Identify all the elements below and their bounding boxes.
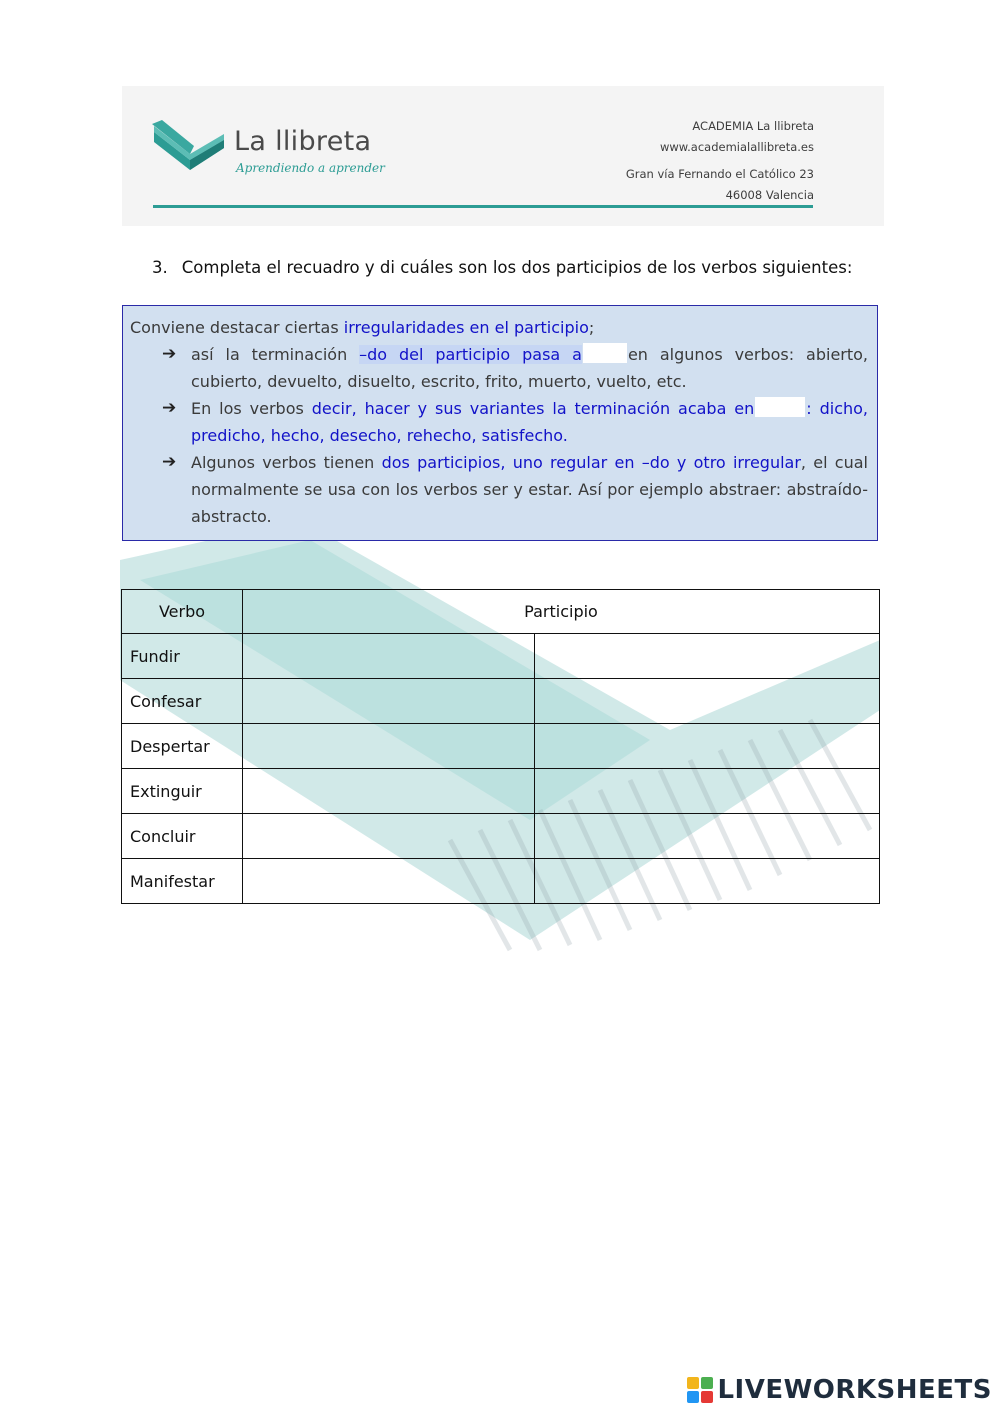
note-bullet-2-examples: : dicho, predicho, hecho, desecho, rehecho, satisfecho. [191,399,869,445]
brand-tagline: Aprendiendo a aprender [236,161,385,175]
grammar-note-box [122,305,878,541]
verb-cell: Extinguir [122,769,243,814]
header-banner [122,86,884,226]
participle-answer-2[interactable] [535,634,880,679]
verb-cell: Manifestar [122,859,243,904]
liveworksheets-logo-icon [687,1377,713,1403]
verb-cell: Concluir [122,814,243,859]
arrow-right-icon: ➔ [162,452,177,472]
participle-answer-1[interactable] [243,769,535,814]
footer-brand-text: LIVEWORKSHEETS [717,1375,992,1405]
note-bullet-3: ➔ Algunos verbos tienen dos participios, uno regular en –do y otro irregular, el cual normalmente se usa con los verbos ser y estar. Así por ejemplo abstraer: abstraído-abstracto. [130,449,868,530]
participle-answer-2[interactable] [535,679,880,724]
note-bullet-1: ➔ así la terminación –do del participio pasa a en algunos verbos: abierto, cubierto, devuelto, disuelto, escrito, frito, muerto, vuelto, etc. [130,341,868,395]
contact-website[interactable]: www.academialallibreta.es [659,140,814,154]
exercise-number: 3. [152,258,168,277]
note-bullet-3-emphasis: dos participios, uno regular en –do y otro irregular [381,453,801,472]
header-divider [153,205,813,208]
participle-answer-2[interactable] [535,814,880,859]
answer-blank-2[interactable] [755,397,805,417]
note-bullet-2-emphasis: decir, hacer y sus variantes la terminación acaba en [311,399,755,418]
contact-academy: ACADEMIA La llibreta [692,119,814,133]
participle-answer-1[interactable] [243,859,535,904]
participle-answer-1[interactable] [243,814,535,859]
table-row [122,769,880,814]
note-bullets [130,341,868,530]
table-row [122,634,880,679]
exercise-instruction: Completa el recuadro y di cuáles son los dos participios de los verbos siguientes: [181,258,853,277]
brand-name: La llibreta [234,126,372,157]
verb-cell: Confesar [122,679,243,724]
book-logo-icon [150,120,228,176]
verb-cell: Fundir [122,634,243,679]
exercise-prompt [152,258,852,277]
table-row [122,814,880,859]
participle-answer-1[interactable] [243,679,535,724]
footer-brand[interactable] [687,1375,992,1405]
note-intro: Conviene destacar ciertas irregularidades en el participio; [130,318,595,337]
table-header-row [122,590,880,634]
participle-answer-2[interactable] [535,724,880,769]
contact-block [626,116,814,206]
participle-table [121,589,880,904]
participle-answer-2[interactable] [535,859,880,904]
table-row [122,859,880,904]
arrow-right-icon: ➔ [162,344,177,364]
note-intro-emphasis: irregularidades en el participio [343,318,589,337]
participle-answer-2[interactable] [535,769,880,814]
note-bullet-1-emphasis: –do del participio pasa a [359,345,582,364]
table-row [122,679,880,724]
contact-city: 46008 Valencia [725,188,814,202]
header-verb: Verbo [122,590,243,634]
table-row [122,724,880,769]
header-participle: Participio [243,590,880,634]
note-bullet-2: ➔ En los verbos decir, hacer y sus variantes la terminación acaba en : dicho, predicho, hecho, desecho, rehecho, satisfecho. [130,395,868,449]
contact-street: Gran vía Fernando el Católico 23 [625,167,814,181]
verb-cell: Despertar [122,724,243,769]
arrow-right-icon: ➔ [162,398,177,418]
participle-answer-1[interactable] [243,724,535,769]
participle-answer-1[interactable] [243,634,535,679]
answer-blank-1[interactable] [583,343,627,363]
